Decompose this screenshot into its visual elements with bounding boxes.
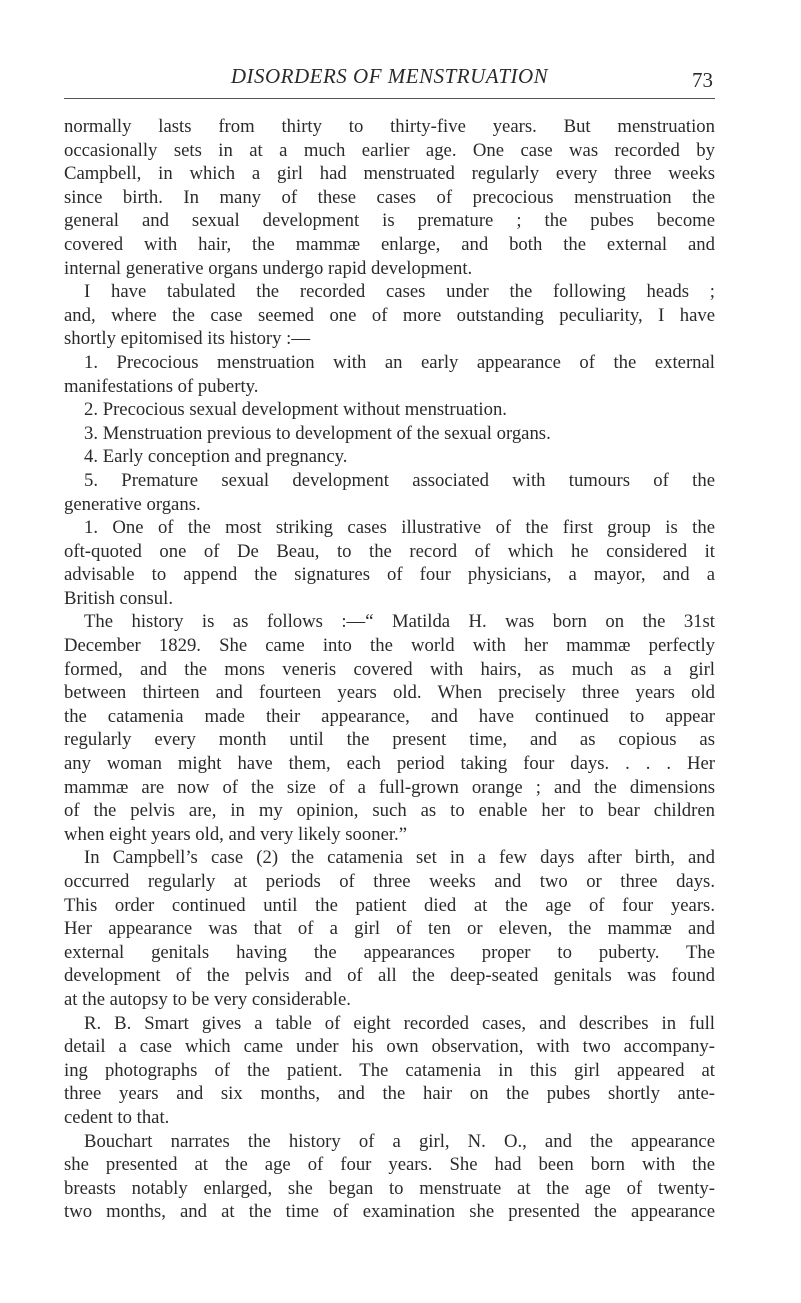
text-line: manifestations of puberty. bbox=[64, 375, 259, 397]
page-number: 73 bbox=[692, 68, 713, 92]
text-line: generative organs. bbox=[64, 493, 201, 515]
text-line: detail a case which came under his own observation, with two accompany- bbox=[64, 1036, 715, 1058]
text-line: This order continued until the patient died at the age of four years. bbox=[64, 894, 715, 916]
text-line: cedent to that. bbox=[64, 1106, 170, 1128]
text-line: of the pelvis are, in my opinion, such as to enable her to bear children bbox=[64, 800, 715, 822]
text-line: formed, and the mons veneris covered with hairs, as much as a girl bbox=[64, 658, 715, 680]
text-line: regularly every month until the present time, and as copious as bbox=[64, 729, 715, 751]
text-line: breasts notably enlarged, she began to menstruate at the age of twenty- bbox=[64, 1177, 715, 1199]
text-line: any woman might have them, each period taking four days. . . . Her bbox=[64, 753, 715, 775]
text-line: Bouchart narrates the history of a girl, N. O., and the appearance bbox=[84, 1130, 715, 1152]
text-line: ing photographs of the patient. The catamenia in this girl appeared at bbox=[64, 1059, 715, 1081]
text-line: normally lasts from thirty to thirty-five years. But menstruation bbox=[64, 116, 715, 137]
text-line: the catamenia made their appearance, and have continued to appear bbox=[64, 705, 715, 727]
text-line: and, where the case seemed one of more outstanding peculiarity, I have bbox=[64, 304, 715, 326]
body-text bbox=[64, 115, 715, 1224]
text-line: mammæ are now of the size of a full-grown orange ; and the dimensions bbox=[64, 776, 715, 798]
text-line: 5. Premature sexual development associated with tumours of the bbox=[84, 469, 715, 491]
text-line: at the autopsy to be very considerable. bbox=[64, 988, 351, 1010]
text-line: 3. Menstruation previous to development of the sexual organs. bbox=[84, 422, 551, 444]
text-line: In Campbell’s case (2) the catamenia set in a few days after birth, and bbox=[84, 847, 715, 869]
text-line: general and sexual development is premature ; the pubes become bbox=[64, 210, 715, 232]
text-line: The history is as follows :—“ Matilda H. was born on the 31st bbox=[84, 611, 715, 633]
text-line: occasionally sets in at a much earlier age. One case was recorded by bbox=[64, 139, 715, 161]
text-line: development of the pelvis and of all the deep-seated genitals was found bbox=[64, 965, 715, 987]
text-line: 4. Early conception and pregnancy. bbox=[84, 446, 348, 468]
text-line: I have tabulated the recorded cases under the following heads ; bbox=[84, 281, 715, 303]
text-line: oft-quoted one of De Beau, to the record of which he considered it bbox=[64, 540, 715, 562]
running-head: DISORDERS OF MENSTRUATION bbox=[230, 64, 549, 88]
text-line: between thirteen and fourteen years old. When precisely three years old bbox=[64, 682, 715, 704]
text-line: she presented at the age of four years. She had been born with the bbox=[64, 1154, 715, 1176]
text-line: 2. Precocious sexual development without menstruation. bbox=[84, 399, 507, 421]
text-line: external genitals having the appearances proper to puberty. The bbox=[64, 941, 715, 963]
page-header bbox=[64, 62, 715, 99]
text-line: internal generative organs undergo rapid development. bbox=[64, 257, 473, 279]
text-line: when eight years old, and very likely sooner.” bbox=[64, 823, 408, 845]
text-line: covered with hair, the mammæ enlarge, and both the external and bbox=[64, 233, 715, 255]
text-line: 1. One of the most striking cases illustrative of the first group is the bbox=[84, 517, 715, 539]
text-line: three years and six months, and the hair on the pubes shortly ante- bbox=[64, 1083, 715, 1105]
text-line: British consul. bbox=[64, 587, 174, 609]
text-line: advisable to append the signatures of four physicians, a mayor, and a bbox=[64, 564, 715, 586]
text-line: R. B. Smart gives a table of eight recorded cases, and describes in full bbox=[84, 1012, 715, 1034]
text-line: two months, and at the time of examination she presented the appearance bbox=[64, 1201, 715, 1223]
text-line: occurred regularly at periods of three weeks and two or three days. bbox=[64, 871, 715, 892]
text-line: Her appearance was that of a girl of ten or eleven, the mammæ and bbox=[64, 918, 715, 940]
text-line: 1. Precocious menstruation with an early appearance of the external bbox=[84, 351, 715, 373]
text-line: shortly epitomised its history :— bbox=[64, 328, 311, 350]
text-line: Campbell, in which a girl had menstruated regularly every three weeks bbox=[64, 163, 715, 185]
text-line: since birth. In many of these cases of precocious menstruation the bbox=[64, 186, 715, 208]
text-line: December 1829. She came into the world with her mammæ perfectly bbox=[64, 635, 715, 657]
